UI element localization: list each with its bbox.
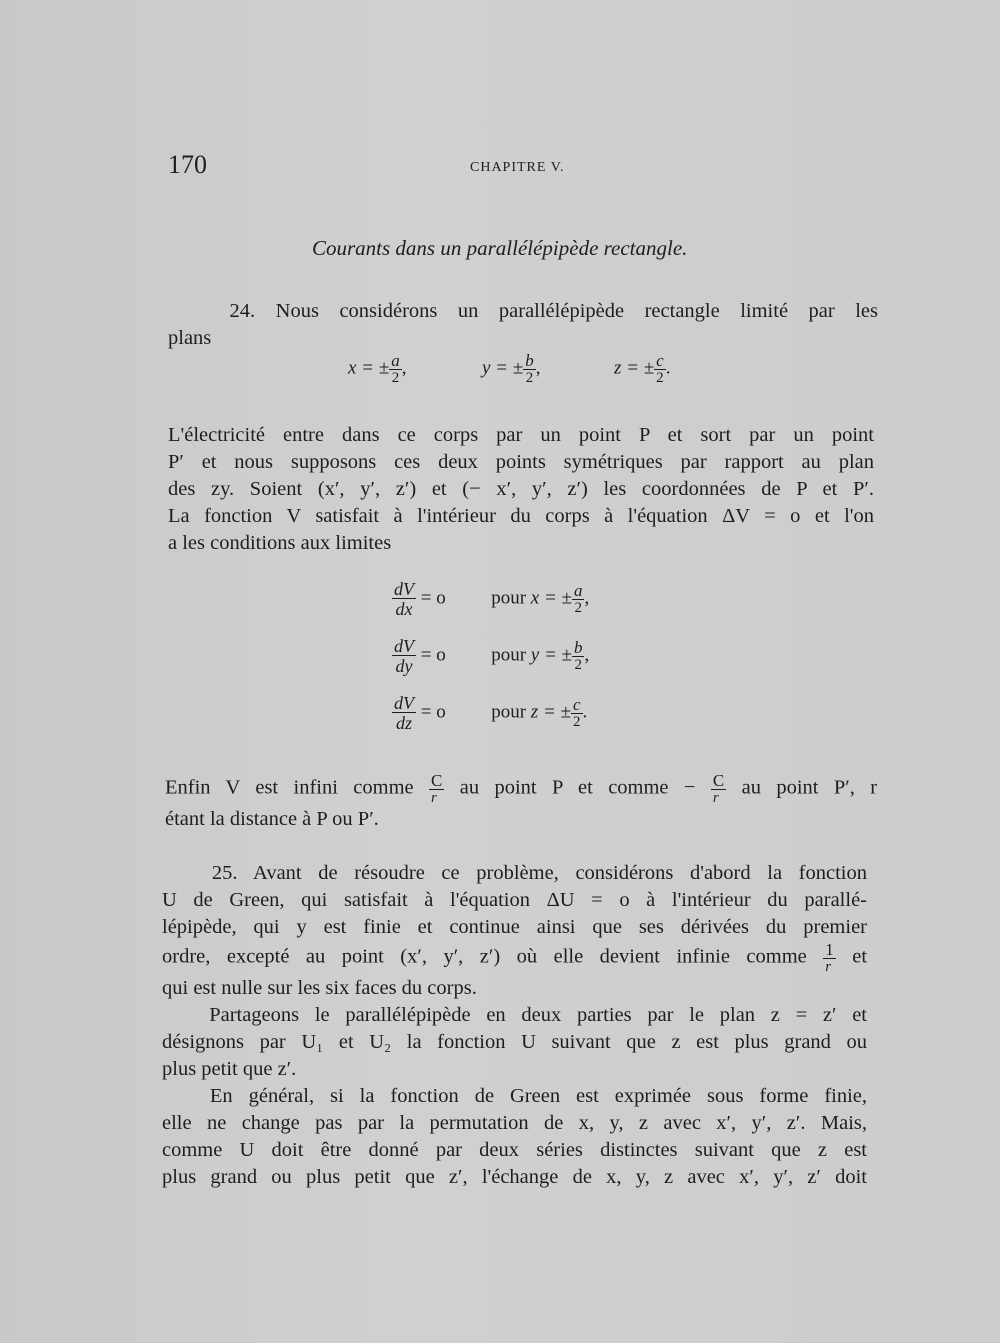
text-line: P′ et nous supposons ces deux points symétriques par rapport au plan bbox=[168, 451, 874, 473]
condition-variable: z = ± bbox=[530, 701, 571, 723]
text-line: plus petit que z′. bbox=[162, 1058, 297, 1080]
condition-variable: x = ± bbox=[530, 587, 572, 609]
fraction-numerator: C bbox=[712, 771, 725, 790]
equation-punctuation: , bbox=[584, 587, 590, 609]
text-segment: Partageons le parallélépipède en deux parties par le plan z = z′ et bbox=[209, 1004, 868, 1026]
paragraph-electricity bbox=[168, 422, 874, 557]
page-number: 170 bbox=[168, 150, 207, 179]
paragraph-24-line-1 bbox=[168, 298, 878, 325]
fraction-denominator: 2 bbox=[572, 599, 585, 616]
fraction-numerator: c bbox=[656, 351, 664, 370]
paragraph-25 bbox=[162, 860, 867, 1191]
text-line: U de Green, qui satisfait à l'équation ΔU = o à l'intérieur du parallé- bbox=[162, 889, 867, 911]
equation-punctuation: , bbox=[535, 357, 541, 379]
equation-punctuation: . bbox=[582, 701, 588, 723]
paragraph-24 bbox=[168, 298, 878, 352]
text-line: des zy. Soient (x′, y′, z′) et (− x′, y′, z′) les coordonnées de P et P′. bbox=[168, 478, 874, 500]
pour-word: pour bbox=[491, 701, 527, 723]
pour-word: pour bbox=[491, 587, 527, 609]
equation-lhs: y = ± bbox=[482, 357, 524, 379]
equals-zero: = o bbox=[420, 587, 446, 609]
fraction-denominator: 2 bbox=[572, 656, 585, 673]
fraction-denominator: r bbox=[823, 958, 836, 975]
text-segment: ordre, excepté au point (x′, y′, z′) où elle devient infinie comme bbox=[162, 945, 807, 968]
section-title: Courants dans un parallélépipède rectangle. bbox=[312, 236, 688, 260]
fraction-numerator: b bbox=[573, 638, 583, 657]
text-line: lépipède, qui y est finie et continue ainsi que ses dérivées du premier bbox=[162, 916, 867, 938]
fraction-numerator: b bbox=[525, 351, 534, 370]
text-line: La fonction V satisfait à l'intérieur du corps à l'équation ΔV = o et l'on bbox=[168, 505, 874, 527]
text-line: elle ne change pas par la permutation de x, y, z avec x′, y′, z′. Mais, bbox=[162, 1112, 867, 1134]
boundary-condition-z bbox=[392, 694, 587, 732]
fraction-denominator: r bbox=[711, 789, 726, 806]
derivative-numerator: dV bbox=[394, 636, 414, 656]
fraction-numerator: c bbox=[572, 695, 581, 714]
text-line: qui est nulle sur les six faces du corps. bbox=[162, 977, 477, 999]
text-line: a les conditions aux limites bbox=[168, 532, 392, 554]
text-line: L'électricité entre dans ce corps par un point P et sort par un point bbox=[168, 424, 874, 446]
boundary-condition-y bbox=[392, 637, 589, 675]
text-line bbox=[162, 941, 867, 975]
boundary-condition-x bbox=[392, 580, 589, 618]
condition-variable: y = ± bbox=[530, 644, 572, 666]
text-segment: 25. Avant de résoudre ce problème, considérons d'abord la fonction bbox=[211, 862, 867, 884]
equation-plane-z bbox=[614, 352, 670, 386]
fraction-numerator: a bbox=[573, 581, 583, 600]
text-segment: Enfin V est infini comme bbox=[165, 776, 414, 799]
equation-plane-x bbox=[348, 352, 406, 386]
derivative-numerator: dV bbox=[394, 693, 414, 713]
running-head: CHAPITRE V. bbox=[470, 160, 565, 175]
paragraph-24-line-2: plans bbox=[168, 327, 212, 349]
fraction-denominator: 2 bbox=[571, 713, 583, 730]
equation-plane-y bbox=[482, 352, 540, 386]
equation-lhs: x = ± bbox=[348, 357, 390, 379]
equation-lhs: z = ± bbox=[614, 357, 655, 379]
derivative-denominator: dx bbox=[392, 598, 416, 618]
text-line: désignons par U₁ et U₂ la fonction U suivant que z est plus grand ou bbox=[162, 1031, 867, 1053]
fraction-denominator: 2 bbox=[523, 369, 536, 386]
derivative-denominator: dy bbox=[392, 655, 416, 675]
paragraph-24-text: Nous considérons un parallélépipède rectangle limité par les bbox=[275, 300, 879, 322]
text-line bbox=[162, 860, 867, 887]
derivative-denominator: dz bbox=[392, 712, 416, 732]
fraction-numerator: a bbox=[391, 351, 400, 370]
equation-punctuation: , bbox=[584, 644, 590, 666]
equals-zero: = o bbox=[420, 701, 446, 723]
pour-word: pour bbox=[491, 644, 527, 666]
text-segment: En général, si la fonction de Green est exprimée sous forme finie, bbox=[209, 1085, 868, 1107]
fraction-numerator: 1 bbox=[825, 940, 834, 959]
equation-punctuation: , bbox=[401, 357, 407, 379]
text-segment: au point P′, r bbox=[741, 776, 878, 799]
equals-zero: = o bbox=[420, 644, 446, 666]
fraction-denominator: r bbox=[429, 789, 444, 806]
text-segment: et bbox=[852, 945, 868, 968]
text-line bbox=[162, 1083, 867, 1110]
text-segment: au point P et comme − bbox=[459, 776, 696, 799]
text-line bbox=[165, 772, 877, 806]
text-line bbox=[162, 1002, 867, 1029]
fraction-denominator: 2 bbox=[389, 369, 402, 386]
fraction-numerator: C bbox=[431, 771, 443, 790]
text-line: comme U doit être donné par deux séries distinctes suivant que z est bbox=[162, 1139, 867, 1161]
derivative-numerator: dV bbox=[394, 579, 414, 599]
text-line: plus grand ou plus petit que z′, l'échange de x, y, z avec x′, y′, z′ doit bbox=[162, 1166, 867, 1188]
fraction-denominator: 2 bbox=[654, 369, 666, 386]
text-line: étant la distance à P ou P′. bbox=[165, 808, 379, 830]
paragraph-number: 24. bbox=[229, 300, 256, 322]
paragraph-enfin bbox=[165, 772, 877, 833]
equation-punctuation: . bbox=[665, 357, 671, 379]
